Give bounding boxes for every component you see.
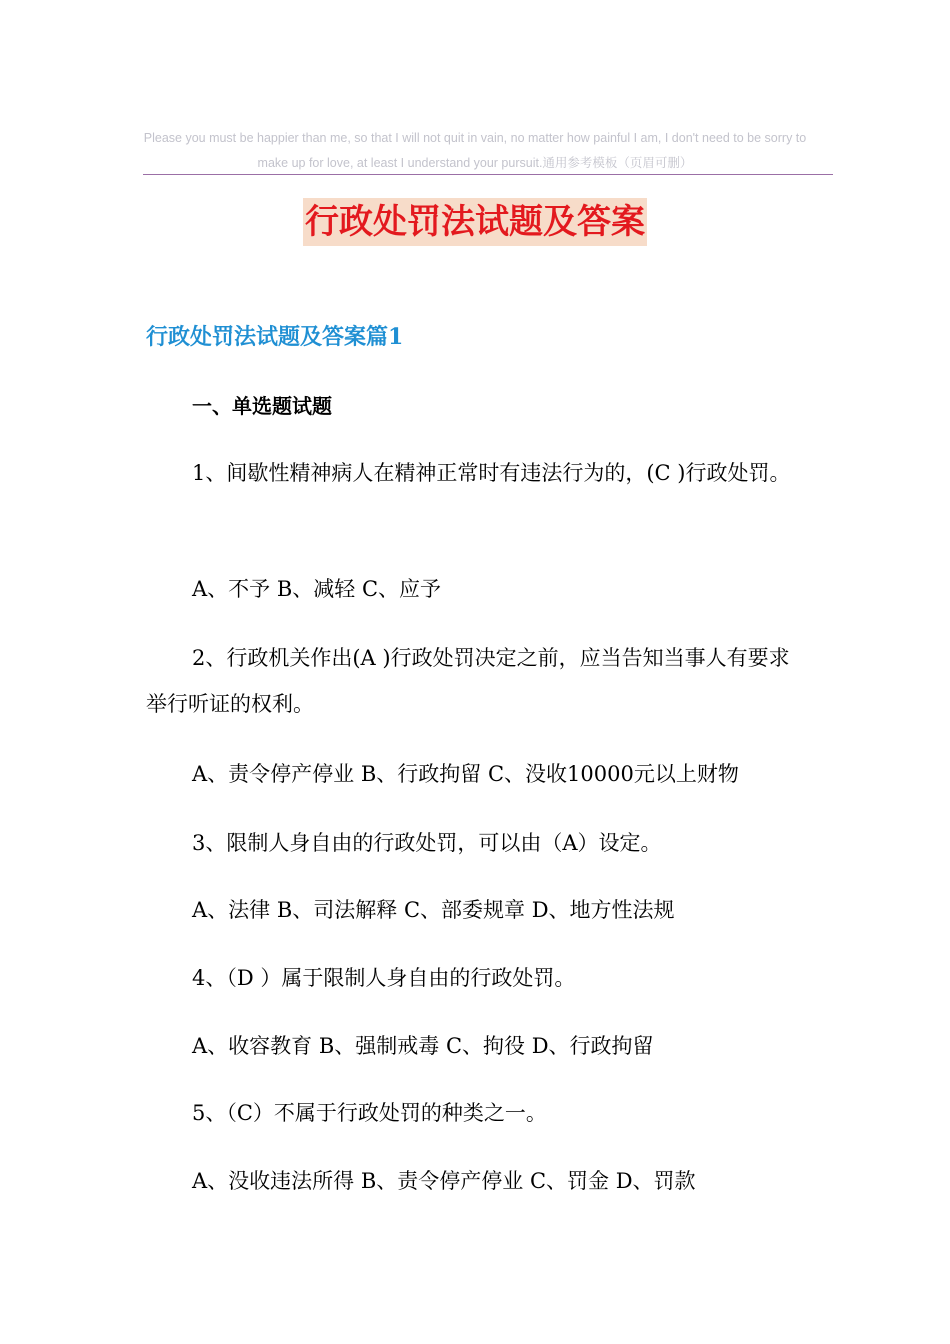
question-4: 4、（D ）属于限制人身自由的行政处罚。 — [192, 966, 576, 990]
section-heading: 行政处罚法试题及答案篇1 — [146, 324, 404, 350]
question-1: 1、间歇性精神病人在精神正常时有违法行为的，(C )行政处罚。 — [192, 461, 791, 485]
question-5-options: A、没收违法所得 B、责令停产停业 C、罚金 D、罚款 — [192, 1169, 696, 1193]
header-note: Please you must be happier than me, so that I will not quit in vain, no matter how painful I am, I don't need to be sorry to make up for love, at least I understand your pursuit.通用参考模板（页眉可删） — [143, 131, 807, 170]
question-3-options: A、法律 B、司法解释 C、部委规章 D、地方性法规 — [192, 898, 675, 922]
question-2-options: A、责令停产停业 B、行政拘留 C、没收10000元以上财物 — [192, 762, 739, 786]
document-title — [0, 198, 950, 246]
document-title-text: 行政处罚法试题及答案 — [303, 198, 647, 246]
header-divider — [143, 174, 833, 175]
question-4-options: A、收容教育 B、强制戒毒 C、拘役 D、行政拘留 — [192, 1034, 654, 1058]
question-5: 5、（C）不属于行政处罚的种类之一。 — [192, 1101, 547, 1125]
question-1-options: A、不予 B、减轻 C、应予 — [192, 577, 442, 601]
sub-heading: 一、单选题试题 — [192, 394, 332, 418]
question-2: 2、行政机关作出(A )行政处罚决定之前，应当告知当事人有要求举行听证的权利。 — [146, 646, 790, 716]
question-3: 3、限制人身自由的行政处罚，可以由（A）设定。 — [192, 831, 662, 855]
